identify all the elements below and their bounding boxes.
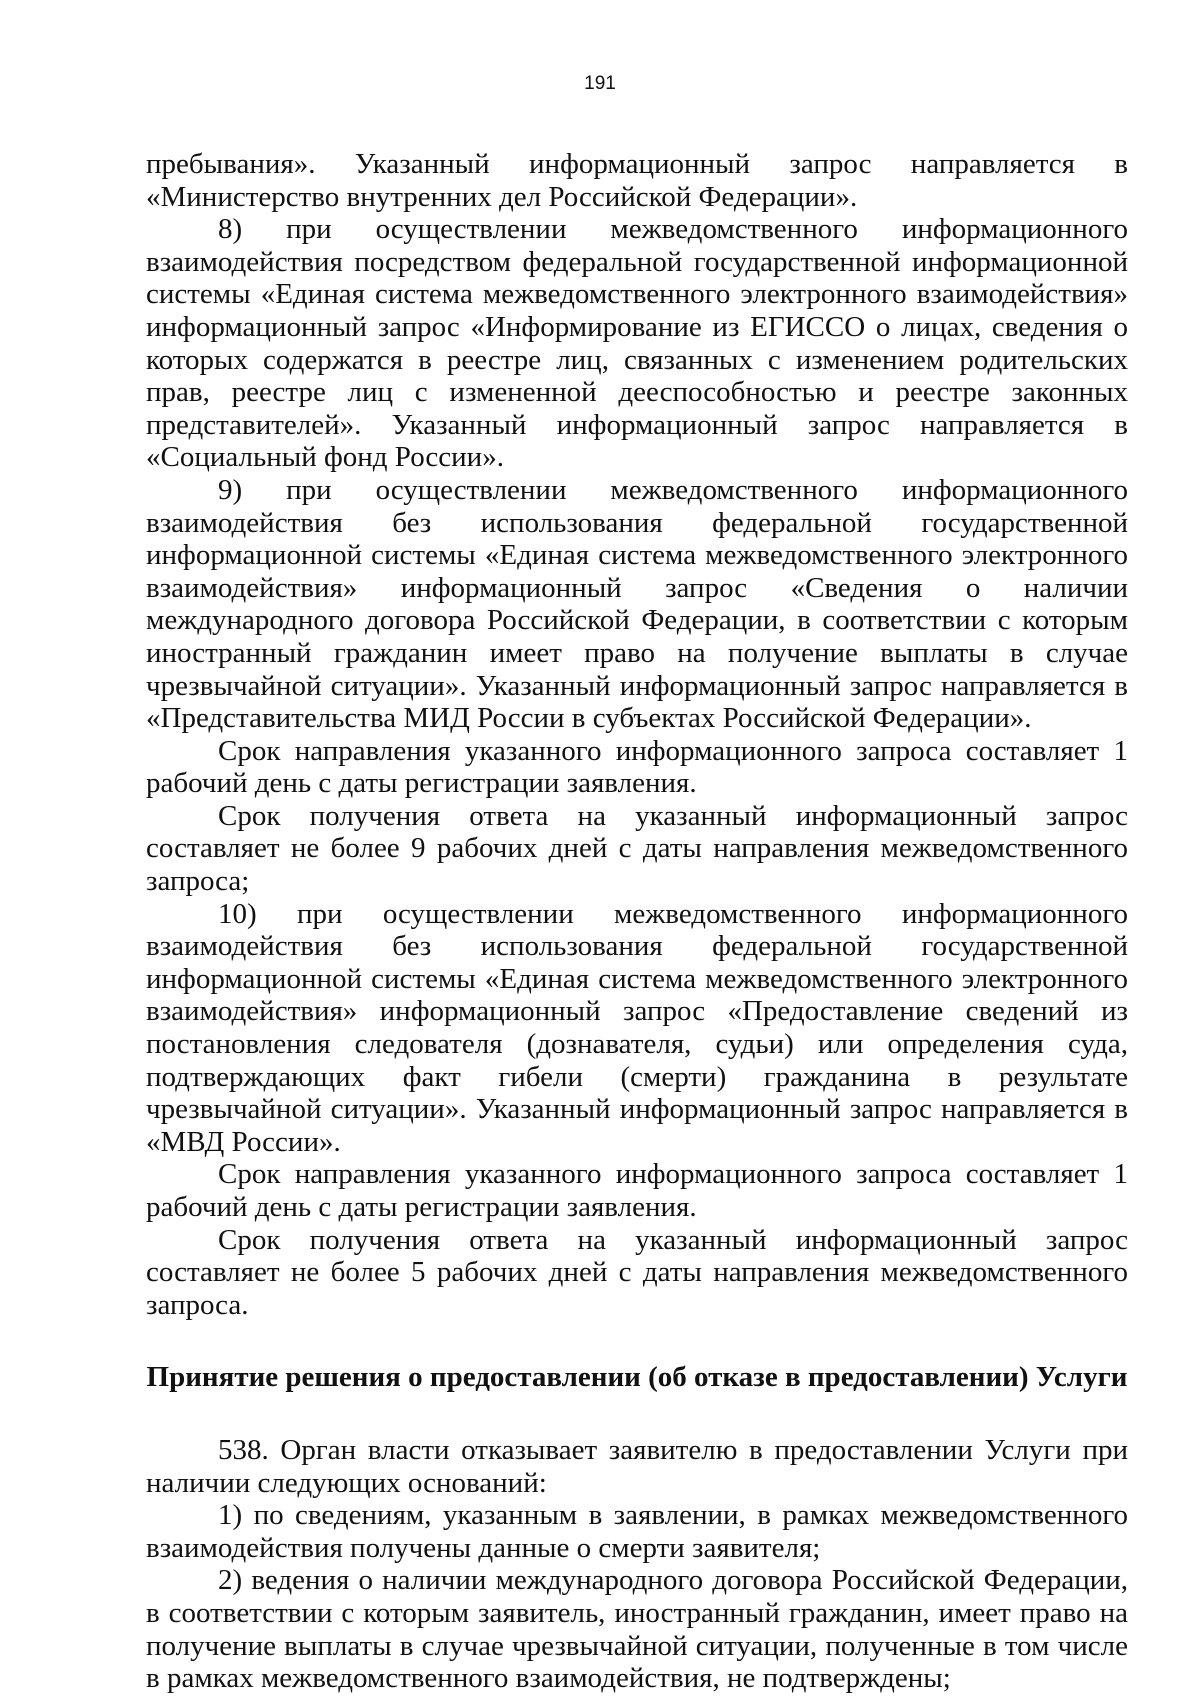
paragraph-item-8: 8) при осуществлении межведомственного информационного взаимодействия посредством федеральной государственной информационной системы «Единая система межведомственного электронного взаимодействия» информационный запрос «Информирование из ЕГИССО о лицах, сведения о которых содержатся в реестре лиц, связанных с изменением родительских прав, реестре лиц с измененной дееспособностью и реестре законных представителей». Указанный информационный запрос направляется в «Социальный фонд России».: [146, 213, 1128, 474]
paragraph-538: 538. Орган власти отказывает заявителю в предоставлении Услуги при наличии следующих оснований:: [146, 1433, 1128, 1499]
paragraph-item-10: 10) при осуществлении межведомственного информационного взаимодействия без использования федеральной государственной информационной системы «Единая система межведомственного электронного взаимодействия» информационный запрос «Предоставление сведений из постановления следователя (дознавателя, судьи) или определения суда, подтверждающих факт гибели (смерти) гражданина в результате чрезвычайной ситуации». Указанный информационный запрос направляется в «МВД России».: [146, 897, 1128, 1158]
paragraph-item-9: 9) при осуществлении межведомственного информационного взаимодействия без использования федеральной государственной информационной системы «Единая система межведомственного электронного взаимодействия» информационный запрос «Сведения о наличии международного договора Российской Федерации, в соответствии с которым иностранный гражданин имеет право на получение выплаты в случае чрезвычайной ситуации». Указанный информационный запрос направляется в «Представительства МИД России в субъектах Российской Федерации».: [146, 473, 1128, 735]
paragraph-ground-1: 1) по сведениям, указанным в заявлении, в рамках межведомственного взаимодействия получены данные о смерти заявителя;: [146, 1499, 1128, 1564]
paragraph-request-deadline: Срок направления указанного информационного запроса составляет 1 рабочий день с даты регистрации заявления.: [146, 1158, 1128, 1223]
page-number: 191: [584, 73, 616, 94]
paragraph-continuation: пребывания». Указанный информационный запрос направляется в «Министерство внутренних дел Российской Федерации».: [146, 148, 1128, 213]
paragraph-ground-2: 2) ведения о наличии международного договора Российской Федерации, в соответствии с которым заявитель, иностранный гражданин, имеет право на получение выплаты в случае чрезвычайной ситуации, полученные в том числе в рамках межведомственного взаимодействия, не подтверждены;: [146, 1564, 1128, 1695]
paragraph-request-deadline: Срок направления указанного информационного запроса составляет 1 рабочий день с даты регистрации заявления.: [146, 734, 1128, 800]
paragraph-response-deadline: Срок получения ответа на указанный информационный запрос составляет не более 5 рабочих дней с даты направления межведомственного запроса.: [146, 1223, 1128, 1321]
document-body: [146, 148, 1128, 1695]
section-heading: Принятие решения о предоставлении (об отказе в предоставлении) Услуги: [146, 1361, 1128, 1394]
paragraph-response-deadline: Срок получения ответа на указанный информационный запрос составляет не более 9 рабочих дней с даты направления межведомственного запроса;: [146, 799, 1128, 898]
